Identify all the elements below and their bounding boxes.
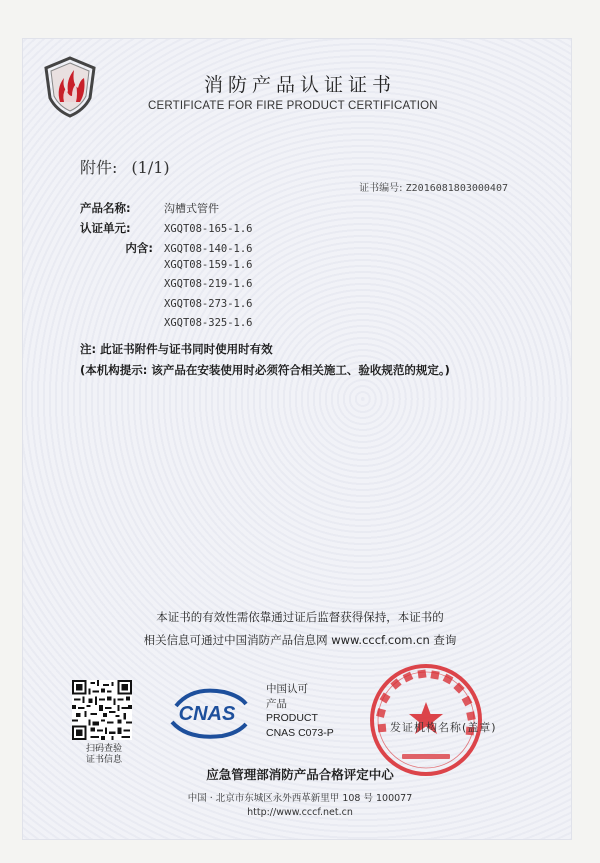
model-item: XGQT08-325-1.6: [164, 317, 253, 330]
contains-label: 内含:: [125, 241, 153, 255]
note-installation: (本机构提示: 该产品在安装使用时必须符合相关施工、验收规范的规定。): [80, 363, 450, 377]
certificate-number-label: 证书编号:: [359, 183, 403, 194]
issuer-website-link[interactable]: http://www.cccf.net.cn: [247, 807, 353, 818]
contains-first-model: XGQT08-140-1.6: [164, 243, 253, 255]
qr-code-label: [74, 744, 134, 766]
issuing-authority-signature: 发证机构名称(盖章): [390, 721, 497, 734]
model-list: [164, 259, 253, 337]
product-name-row: [80, 200, 219, 216]
cnas-line-1: 中国认可: [266, 683, 308, 695]
attachment-page: (1/1): [131, 158, 170, 177]
certificate-title-en: CERTIFICATE FOR FIRE PRODUCT CERTIFICATION: [148, 100, 438, 112]
product-name-value: 沟槽式管件: [164, 202, 219, 215]
certificate-title-cn: 消防产品认证证书: [203, 74, 396, 96]
validity-line-2: 相关信息可通过中国消防产品信息网 www.cccf.com.cn 查询: [143, 633, 457, 647]
product-name-label: 产品名称:: [80, 201, 131, 215]
certificate-number: [359, 179, 508, 194]
validity-line-1: 本证书的有效性需依靠通过证后监督获得保持，本证书的: [156, 610, 444, 624]
model-item: XGQT08-159-1.6: [164, 259, 253, 271]
issuer-name: 应急管理部消防产品合格评定中心: [206, 767, 394, 782]
validity-statement: [0, 606, 600, 652]
cnas-logo-text: CNAS: [178, 703, 236, 725]
cnas-logo-icon: [162, 684, 252, 742]
model-item: XGQT08-273-1.6: [164, 297, 253, 310]
attachment-heading: [80, 155, 184, 178]
certificate-number-value: Z2016081803000407: [405, 183, 508, 194]
note-validity: 注: 此证书附件与证书同时使用时有效: [80, 342, 273, 356]
issuer-address: 中国 · 北京市东城区永外西革新里甲 108 号 100077: [187, 793, 413, 804]
cnas-line-2: 产品: [266, 697, 287, 710]
contains-row: [80, 240, 253, 256]
qr-code-icon[interactable]: [72, 680, 132, 740]
attachment-label: 附件:: [80, 158, 118, 177]
model-item: XGQT08-219-1.6: [164, 278, 253, 291]
cnas-line-3: PRODUCT: [266, 712, 318, 724]
qr-label-line-1: 扫码查验: [85, 744, 122, 754]
cert-unit-label: 认证单元:: [80, 221, 131, 235]
qr-label-line-2: 证书信息: [85, 755, 122, 765]
cnas-accreditation-text: [266, 682, 334, 740]
cert-unit-row: [80, 220, 253, 236]
cert-unit-value: XGQT08-165-1.6: [164, 223, 253, 235]
cnas-line-4: CNAS C073-P: [266, 726, 334, 739]
